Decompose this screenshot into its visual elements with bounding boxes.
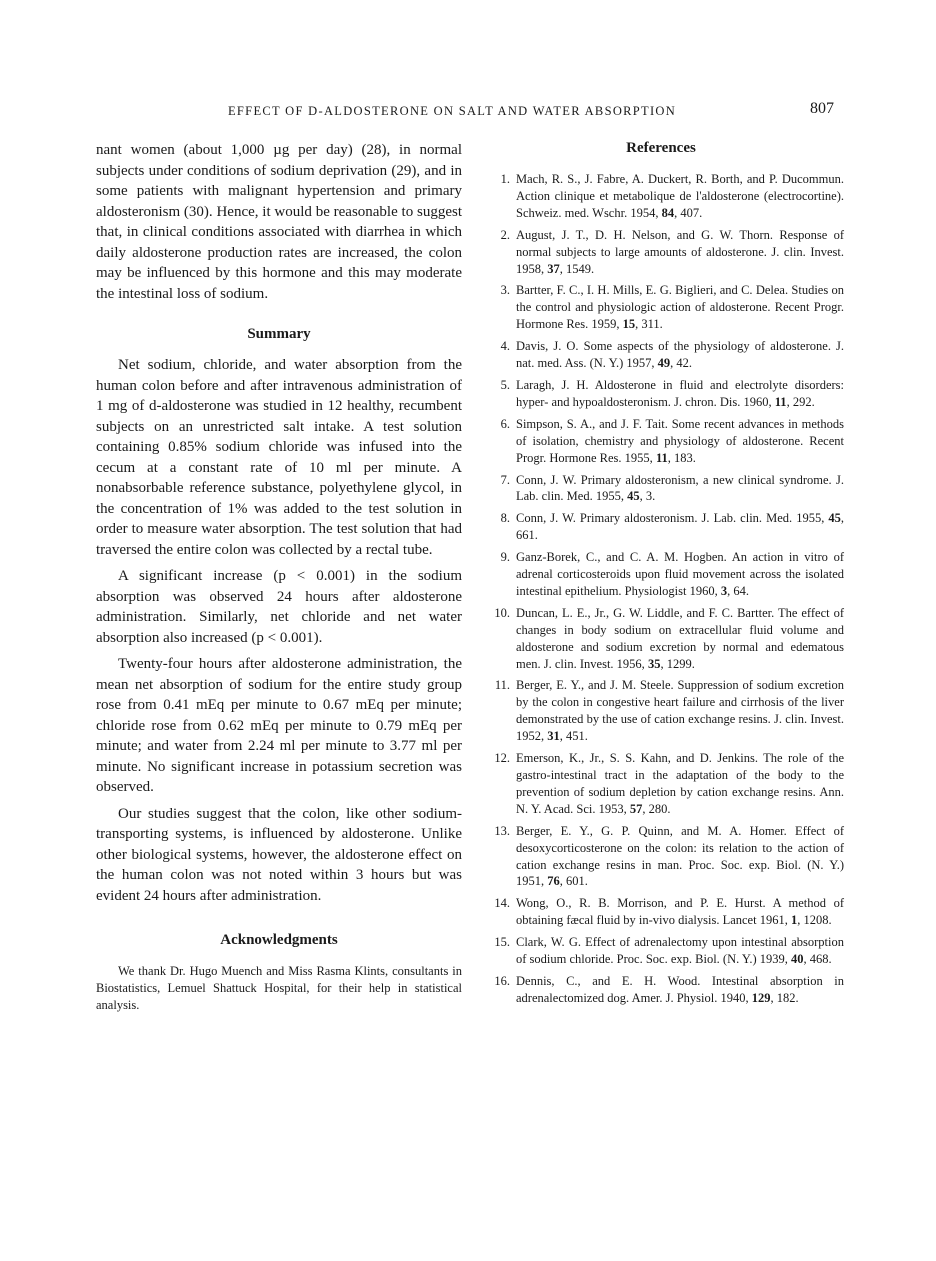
reference-text xyxy=(516,935,844,966)
reference-number: 11. xyxy=(494,678,510,693)
reference-volume: 3 xyxy=(720,583,728,598)
reference-text xyxy=(516,678,844,743)
reference-text xyxy=(516,824,844,889)
reference-citation: August, J. T., D. H. Nelson, and G. W. Thorn. Response of normal subjects to large amounts of aldosterone. J. clin. Invest. 1958, xyxy=(516,227,844,276)
reference-citation: Laragh, J. H. Aldosterone in fluid and electrolyte disorders: hyper- and hypoaldosteronism. J. chron. Dis. 1960, xyxy=(516,377,844,409)
reference-volume: 31 xyxy=(547,729,560,744)
summary-paragraph-2: A significant increase (p < 0.001) in the sodium absorption was observed 24 hours after aldosterone administration. Similarly, net chloride and net water absorption also increased (p < 0.001). xyxy=(96,568,462,646)
reference-citation: Dennis, C., and E. H. Wood. Intestinal absorption in adrenalectomized dog. Amer. J. Physiol. 1940, xyxy=(516,973,844,1005)
reference-number: 9. xyxy=(500,550,510,565)
reference-number: 12. xyxy=(494,751,510,766)
reference-item xyxy=(478,677,844,745)
reference-item xyxy=(478,973,844,1007)
reference-text xyxy=(516,606,844,671)
acknowledgments-paragraph: We thank Dr. Hugo Muench and Miss Rasma Klints, consultants in Biostatistics, Lemuel Shattuck Hospital, for their help in statistical analysis. xyxy=(96,964,462,1012)
reference-citation: Conn, J. W. Primary aldosteronism, a new clinical syndrome. J. Lab. clin. Med. 1955, xyxy=(516,472,844,504)
reference-number: 6. xyxy=(500,416,510,431)
reference-pages: , 661. xyxy=(516,511,844,543)
reference-text xyxy=(516,339,844,370)
reference-pages: , 407. xyxy=(674,205,703,220)
reference-citation: Mach, R. S., J. Fabre, A. Duckert, R. Borth, and P. Ducommun. Action clinique et metabolique de l'aldosterone (electrocortine). Schweiz. med. Wschr. 1954, xyxy=(516,172,844,220)
reference-citation: Conn, J. W. Primary aldosteronism. J. Lab. clin. Med. 1955, xyxy=(516,511,829,526)
reference-volume: 1 xyxy=(790,913,798,928)
reference-number: 4. xyxy=(500,339,510,354)
reference-number: 5. xyxy=(500,377,510,392)
reference-item xyxy=(478,823,844,891)
reference-item xyxy=(478,416,844,467)
reference-citation: Bartter, F. C., I. H. Mills, E. G. Biglieri, and C. Delea. Studies on the control and physiologic action of aldosterone. Recent Progr. Hormone Res. 1959, xyxy=(516,283,844,332)
reference-volume: 45 xyxy=(627,489,640,504)
reference-number: 2. xyxy=(500,227,510,242)
reference-pages: , 601. xyxy=(559,874,588,889)
reference-text xyxy=(516,228,844,276)
reference-text xyxy=(516,550,844,598)
reference-pages: , 292. xyxy=(786,394,815,409)
reference-citation: Emerson, K., Jr., S. S. Kahn, and D. Jenkins. The role of the gastro-intestinal tract in the adaptation of the body to the prevention of sodium depletion by cation exchange resins. Ann. N. Y. Acad. Sci. 1953, xyxy=(516,751,844,816)
reference-volume: 49 xyxy=(657,356,671,371)
reference-volume: 129 xyxy=(751,990,771,1005)
reference-volume: 76 xyxy=(547,874,560,889)
reference-text xyxy=(516,378,844,409)
running-title: EFFECT OF D-ALDOSTERONE ON SALT AND WATER ABSORPTION xyxy=(228,104,677,118)
reference-pages: , 468. xyxy=(803,952,832,967)
reference-item xyxy=(478,227,844,278)
references-heading: References xyxy=(626,140,696,156)
reference-item xyxy=(478,549,844,600)
reference-item xyxy=(478,605,844,673)
reference-number: 3. xyxy=(500,283,510,298)
reference-item xyxy=(478,282,844,333)
reference-pages: , 1299. xyxy=(660,656,695,671)
reference-volume: 37 xyxy=(547,261,560,276)
reference-number: 16. xyxy=(494,973,510,988)
reference-number: 13. xyxy=(494,823,510,838)
reference-pages: , 3. xyxy=(639,489,656,504)
reference-text xyxy=(516,974,844,1005)
intro-paragraph: nant women (about 1,000 µg per day) (28), in normal subjects under conditions of sodium deprivation (29), and in some patients with malignant hypertension and primary aldosteronism (30). Hence, it would be reasonable to suggest that, in clinical conditions associated with diarrhea in which daily aldosterone production rates are increased, the colon may be influenced by this hormone and this may moderate the intestinal loss of sodium. xyxy=(96,142,462,302)
reference-item xyxy=(478,510,844,544)
reference-pages: , 280. xyxy=(642,801,671,816)
reference-pages: , 311. xyxy=(635,317,663,332)
reference-pages: , 182. xyxy=(770,990,799,1005)
reference-list xyxy=(478,171,844,1007)
reference-item xyxy=(478,377,844,411)
reference-citation: Berger, E. Y., and J. M. Steele. Suppression of sodium excretion by the colon in congestive heart failure and cirrhosis of the liver demonstrated by the use of cation exchange resins. J. clin. Invest. 1952, xyxy=(516,678,844,744)
reference-volume: 11 xyxy=(774,394,787,409)
right-column xyxy=(478,140,844,1012)
reference-text xyxy=(516,896,844,927)
left-column xyxy=(96,140,462,1014)
reference-pages: , 1208. xyxy=(797,913,832,928)
reference-citation: Wong, O., R. B. Morrison, and P. E. Hurst. A method of obtaining fæcal fluid by in-vivo dialysis. Lancet 1961, xyxy=(516,896,844,928)
reference-citation: Ganz-Borek, C., and C. A. M. Hogben. An action in vitro of adrenal corticosteroids upon fluid movement across the isolated intestinal epithelium. Physiologist 1960, xyxy=(516,550,844,598)
reference-number: 7. xyxy=(500,472,510,487)
reference-pages: , 451. xyxy=(559,729,588,744)
reference-volume: 45 xyxy=(828,511,841,526)
reference-volume: 11 xyxy=(655,450,668,465)
reference-citation: Clark, W. G. Effect of adrenalectomy upon intestinal absorption of sodium chloride. Proc. Soc. exp. Biol. (N. Y.) 1939, xyxy=(516,935,844,967)
running-head xyxy=(0,100,936,124)
summary-paragraph-3: Twenty-four hours after aldosterone administration, the mean net absorption of sodium for the entire study group rose from 0.41 mEq per minute to 0.67 mEq per minute; chloride rose from 0.62 mEq per minute to 0.79 mEq per minute; and water from 2.24 ml per minute to 3.77 ml per minute. No significant increase in potassium secretion was observed. xyxy=(96,656,462,795)
reference-number: 10. xyxy=(494,605,510,620)
reference-text xyxy=(516,751,844,816)
reference-volume: 15 xyxy=(622,317,636,332)
reference-citation: Simpson, S. A., and J. F. Tait. Some recent advances in methods of isolation, chemistry and physiology of aldosterone. Recent Progr. Hormone Res. 1955, xyxy=(516,416,844,465)
reference-item xyxy=(478,934,844,968)
reference-text xyxy=(516,283,844,331)
reference-text xyxy=(516,172,844,220)
acknowledgments-heading: Acknowledgments xyxy=(220,932,338,948)
reference-item xyxy=(478,171,844,222)
reference-volume: 40 xyxy=(790,952,804,967)
reference-number: 15. xyxy=(494,935,510,950)
reference-item xyxy=(478,472,844,506)
reference-number: 14. xyxy=(494,896,510,911)
reference-pages: , 64. xyxy=(727,583,749,598)
reference-text xyxy=(516,417,844,465)
reference-number: 1. xyxy=(500,172,510,186)
summary-paragraph-4: Our studies suggest that the colon, like other sodium-transporting systems, is influenced by aldosterone. Unlike other biological systems, however, the aldosterone effect on the human colon was not noted within 3 hours but was evident 24 hours after administration. xyxy=(96,805,462,904)
reference-pages: , 1549. xyxy=(559,261,595,276)
reference-number: 8. xyxy=(500,511,510,526)
summary-paragraph-1: Net sodium, chloride, and water absorption from the human colon before and after intravenous administration of 1 mg of d-aldosterone was studied in 12 healthy, recumbent subjects on an unrestricted salt intake. A test solution containing 0.85% sodium chloride was infused into the cecum at a constant rate of 10 ml per minute. A nonabsorbable reference substance, polyethylene glycol, in the concentration of 1% was added to the test solution in order to measure water absorption. The test solution that had traversed the entire colon was collected by a rectal tube. xyxy=(96,357,462,558)
reference-volume: 35 xyxy=(647,656,661,671)
summary-heading: Summary xyxy=(247,326,311,342)
reference-item xyxy=(478,338,844,372)
reference-text xyxy=(516,473,844,504)
reference-item xyxy=(478,895,844,929)
reference-volume: 57 xyxy=(629,801,643,816)
page-number: 807 xyxy=(810,100,834,117)
reference-item xyxy=(478,750,844,818)
reference-text xyxy=(516,511,844,542)
reference-volume: 84 xyxy=(661,205,675,220)
reference-pages: , 42. xyxy=(670,356,693,371)
reference-pages: , 183. xyxy=(667,450,696,465)
reference-citation: Davis, J. O. Some aspects of the physiology of aldosterone. J. nat. med. Ass. (N. Y.) 1957, xyxy=(516,339,844,371)
reference-citation: Duncan, L. E., Jr., G. W. Liddle, and F. C. Bartter. The effect of changes in body sodium on extracellular fluid volume and aldosterone and sodium excretion by normal and edematous men. J. clin. Invest. 1956, xyxy=(516,605,844,671)
reference-citation: Berger, E. Y., G. P. Quinn, and M. A. Homer. Effect of desoxycorticosterone on the colon: its relation to the action of cation exchange resins in man. Proc. Soc. exp. Biol. (N. Y.) 1951, xyxy=(516,823,844,889)
